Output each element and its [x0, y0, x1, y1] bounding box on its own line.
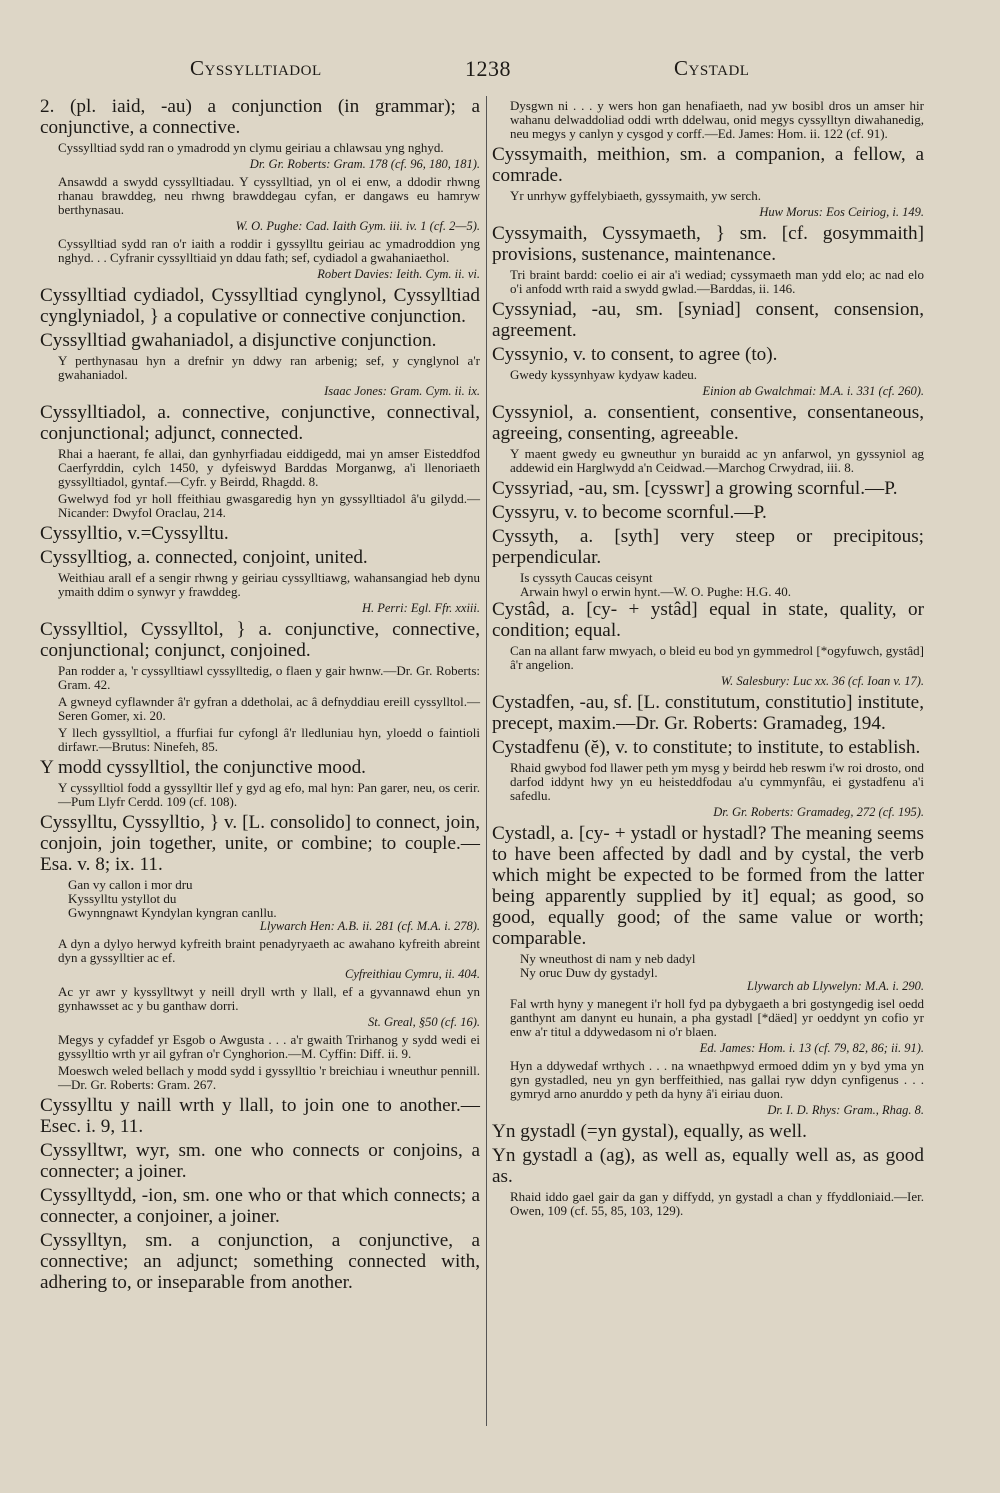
citation-source: Cyfreithiau Cymru, ii. 404.: [345, 967, 480, 981]
citation: Can na allant farw mwyach, o bleid eu bod yn gymmedrol [*ogyfuwch, gystâd] â'r angelion.: [510, 643, 924, 672]
dictionary-entry: Cyssylltu y naill wrth y llall, to join one to another.—Esec. i. 9, 11.: [40, 1095, 480, 1137]
dictionary-entry: Cyssylltio, v.=Cyssylltu.: [40, 523, 229, 544]
verse-line: Gwynngnawt Kyndylan kyngran canllu.: [68, 905, 277, 920]
dictionary-entry: Cyssylltyn, sm. a conjunction, a conjunctive, a connective; an adjunct; something connected with, adhering to, or inseparable from another.: [40, 1230, 480, 1293]
citation: Yr unrhyw gyffelybiaeth, gyssymaith, yw serch.: [510, 188, 762, 203]
dictionary-entry: Cystadfen, -au, sf. [L. constitutum, constitutio] institute, precept, maxim.—Dr. Gr. Roberts: Gramadeg, 194.: [492, 692, 924, 734]
citation-source: Einion ab Gwalchmai: M.A. i. 331 (cf. 260).: [702, 384, 924, 398]
dictionary-entry: Cyssymaith, meithion, sm. a companion, a fellow, a comrade.: [492, 144, 924, 186]
verse-line: Arwain hwyl o erwin hynt.—W. O. Pughe: H.G. 40.: [520, 584, 792, 599]
running-header: [0, 56, 1000, 86]
citation: A gwneyd cyflawnder â'r gyfran a ddetholai, ac â defnyddiau ereill cyssylltol.—Seren Gomer, xi. 20.: [58, 694, 480, 723]
citation: Weithiau arall ef a sengir rhwng y geiriau cyssylltiawg, wahansangiad heb dynu ymaith ddim o synwyr y frawddeg.: [58, 570, 480, 599]
citation-source: Dr. Gr. Roberts: Gramadeg, 272 (cf. 195).: [713, 805, 924, 819]
page-number: 1238: [465, 56, 511, 81]
dictionary-entry: Cystadl, a. [cy- + ystadl or hystadl? The meaning seems to have been affected by dadl and by cystal, the verb which might be expected to be formed from the latter being apparently supplied by it] equal; as good, so good, equally good; of the same value or worth; comparable.: [492, 823, 924, 949]
citation: Cyssylltiad sydd ran o'r iaith a roddir i gyssylltu geiriau ac ymadroddion yng nghyd. . . Cyfranir cyssylltiaid yn ddau fath; sef, cydiadol a gwahaniaethol.: [58, 236, 480, 265]
verse-quotation: [520, 952, 924, 980]
citation: Dysgwn ni . . . y wers hon gan henafiaeth, nad yw bosibl dros un amser hir wahanu delwaddoliad oddi wrth ddelwau, onid megys cyssylltyn diwahanedig, neu megys y canlyn y cysgod y corff.—Ed. James: Hom. ii. 122 (cf. 91).: [510, 98, 924, 141]
dictionary-entry: Cyssynio, v. to consent, to agree (to).: [492, 344, 778, 365]
dictionary-entry: Cyssylltiadol, a. connective, conjunctive, connectival, conjunctional; adjunct, connected.: [40, 402, 480, 444]
left-column: [40, 96, 480, 1296]
citation-source: St. Greal, §50 (cf. 16).: [367, 1015, 480, 1029]
dictionary-entry: Cyssylltiad cydiadol, Cyssylltiad cynglynol, Cyssylltiad cynglyniadol, } a copulative or connective conjunction.: [40, 285, 480, 327]
verse-line: Ny wneuthost di nam y neb dadyl: [520, 951, 696, 966]
verse-line: Gan vy callon i mor dru: [68, 877, 193, 892]
citation: Pan rodder a, 'r cyssylltiawl cyssylltedig, o flaen y gair hwnw.—Dr. Gr. Roberts: Gram. 42.: [58, 663, 480, 692]
citation: Rhai a haerant, fe allai, dan gynhyrfiadau eiddigedd, mai yn amser Eisteddfod Caerfyrddin, cylch 1450, y dyfeiswyd Barddas Morganwg, a'i llenoriaeth gyssylltiadol, gyntaf.—Cyfr. y Beirdd, Rhagdd. 8.: [58, 446, 480, 489]
dictionary-entry: Cyssylltiad gwahaniadol, a disjunctive conjunction.: [40, 330, 437, 351]
citation-source: W. O. Pughe: Cad. Iaith Gym. iii. iv. 1 (cf. 2—5).: [235, 219, 480, 233]
citation: A dyn a dylyo herwyd kyfreith braint penadyryaeth ac awahano kyfreith abreint dyn a gyssylltier ac ef.: [58, 936, 480, 965]
citation: Rhaid iddo gael gair da gan y diffydd, yn gystadl a chan y ffyddloniaid.—Ier. Owen, 109 (cf. 55, 85, 103, 129).: [510, 1189, 924, 1218]
citation-source: Llywarch ab Llywelyn: M.A. i. 290.: [747, 979, 924, 993]
dictionary-entry: Cyssyru, v. to become scornful.—P.: [492, 502, 767, 523]
column-divider: [486, 96, 487, 1426]
right-column: [492, 96, 924, 1221]
header-right-word: Cystadl: [674, 56, 750, 80]
citation-source: Robert Davies: Ieith. Cym. ii. vi.: [317, 267, 480, 281]
dictionary-entry: Cyssylltwr, wyr, sm. one who connects or conjoins, a connecter; a joiner.: [40, 1140, 480, 1182]
citation: Y maent gwedy eu gwneuthur yn buraidd ac yn anfarwol, yn gyssyniol ag addewid ein Harglwydd a'n Ceidwad.—Marchog Crwydrad, iii. 8.: [510, 446, 924, 475]
citation: Tri braint bardd: coelio ei air a'i wediad; cyssymaeth man ydd elo; ac nad elo o'i anfodd wrth raid a swydd gwlad.—Barddas, ii. 146.: [510, 267, 924, 296]
citation: Fal wrth hyny y manegent i'r holl fyd pa dybygaeth a bri gostyngedig isel oedd ganthynt am danynt eu hunain, a pha gystadl [*däed] yr oeddynt yn cofio yr enw a'r titul a ddywedasom ni o'r blaen.: [510, 996, 924, 1039]
dictionary-entry: Cyssylltiol, Cyssylltol, } a. conjunctive, connective, conjunctional; conjunct, conjoined.: [40, 619, 480, 661]
citation: Hyn a ddywedaf wrthych . . . na wnaethpwyd ermoed ddim yn y byd yma yn gyn gystadled, neu yn gyn berffeithied, nas gallai ryw ddyn cynfigenus . . . gymryd arno anurddo y peth da hyny â'i eiriau duon.: [510, 1058, 924, 1101]
verse-line: Ny oruc Duw dy gystadyl.: [520, 965, 658, 980]
dictionary-entry: Cyssymaith, Cyssymaeth, } sm. [cf. gosymmaith] provisions, sustenance, maintenance.: [492, 223, 924, 265]
citation: Y llech gyssylltiol, a ffurfiai fur cyfongl â'r lledluniau hyn, yloedd o faintioli dirfawr.—Brutus: Ninefeh, 85.: [58, 725, 480, 754]
dictionary-entry: Cystâd, a. [cy- + ystâd] equal in state, quality, or condition; equal.: [492, 599, 924, 641]
citation: Megys y cyfaddef yr Esgob o Awgusta . . . a'r gwaith Trirhanog y sydd wedi ei gyssylltio wrth yr ail gyfran o'r Cynghorion.—M. Cyffin: Diff. ii. 9.: [58, 1032, 480, 1061]
verse-line: Is cyssyth Caucas ceisynt: [520, 570, 653, 585]
citation: Rhaid gwybod fod llawer peth ym mysg y beirdd heb reswm i'w roi drosto, ond darfod iddynt hwy yn eu heisteddfodau a'u cymmynfâu, ei gystadfenu a'i safedlu.: [510, 760, 924, 803]
citation: Gwedy kyssynhyaw kydyaw kadeu.: [510, 367, 698, 382]
verse-quotation: [520, 571, 924, 599]
citation: Moeswch weled bellach y modd sydd i gyssylltio 'r breichiau i wneuthur pennill.—Dr. Gr. Roberts: Gram. 267.: [58, 1063, 480, 1092]
citation-source: H. Perri: Egl. Ffr. xxiii.: [361, 601, 480, 615]
citation-source: Isaac Jones: Gram. Cym. ii. ix.: [324, 384, 480, 398]
citation-source: Llywarch Hen: A.B. ii. 281 (cf. M.A. i. 278).: [259, 919, 480, 933]
dictionary-entry: Cyssyniad, -au, sm. [syniad] consent, consension, agreement.: [492, 299, 924, 341]
dictionary-entry: Cystadfenu (ĕ), v. to constitute; to institute, to establish.: [492, 737, 921, 758]
citation-source: W. Salesbury: Luc xx. 36 (cf. Ioan v. 17).: [720, 674, 924, 688]
dictionary-entry: Cyssyth, a. [syth] very steep or precipitous; perpendicular.: [492, 526, 924, 568]
citation-source: Ed. James: Hom. i. 13 (cf. 79, 82, 86; ii. 91).: [699, 1041, 924, 1055]
dictionary-entry: Cyssylltu, Cyssylltio, } v. [L. consolido] to connect, join, conjoin, join together, unite, or combine; to couple.—Esa. v. 8; ix. 11.: [40, 812, 480, 875]
verse-line: Kyssylltu ystyllot du: [68, 891, 177, 906]
citation-source: Huw Morus: Eos Ceiriog, i. 149.: [759, 205, 924, 219]
citation: Gwelwyd fod yr holl ffeithiau gwasgaredig hyn yn gyssylltiadol â'u gilydd.—Nicander: Dwyfol Oraclau, 214.: [58, 491, 480, 520]
dictionary-entry: 2. (pl. iaid, -au) a conjunction (in grammar); a conjunctive, a connective.: [40, 96, 480, 138]
citation: Ansawdd a swydd cyssylltiadau. Y cyssylltiad, yn ol ei enw, a ddodir rhwng rhanau brawddeg, neu rhwng brawddegau cyfan, er dangaws eu hamryw berthynasau.: [58, 174, 480, 217]
citation-source: Dr. Gr. Roberts: Gram. 178 (cf. 96, 180, 181).: [249, 157, 480, 171]
citation-source: Dr. I. D. Rhys: Gram., Rhag. 8.: [767, 1103, 924, 1117]
dictionary-entry: Yn gystadl (=yn gystal), equally, as well.: [492, 1121, 807, 1142]
dictionary-entry: Cyssylltiog, a. connected, conjoint, united.: [40, 547, 368, 568]
dictionary-entry: Cyssyriad, -au, sm. [cysswr] a growing scornful.—P.: [492, 478, 898, 499]
verse-quotation: [68, 878, 480, 920]
header-left-word: Cyssylltiadol: [190, 56, 322, 80]
citation: Ac yr awr y kyssylltwyt y neill dryll wrth y llall, ef a gyvannawd ehun yn gynhawsset ac y bu ganthaw dorri.: [58, 984, 480, 1013]
citation: Y perthynasau hyn a drefnir yn ddwy ran arbenig; sef, y cynglynol a'r gwahaniadol.: [58, 353, 480, 382]
dictionary-entry: Yn gystadl a (ag), as well as, equally well as, as good as.: [492, 1145, 924, 1187]
citation: Cyssylltiad sydd ran o ymadrodd yn clymu geiriau a chlawsau yng nghyd.: [58, 140, 444, 155]
citation: Y cyssylltiol fodd a gyssylltir llef y gyd ag efo, mal hyn: Pan garer, neu, os cerir.—Pum Llyfr Cerdd. 109 (cf. 108).: [58, 780, 480, 809]
dictionary-entry: Cyssyniol, a. consentient, consentive, consentaneous, agreeing, consenting, agreeable.: [492, 402, 924, 444]
dictionary-entry: Y modd cyssylltiol, the conjunctive mood.: [40, 757, 366, 778]
dictionary-entry: Cyssylltydd, -ion, sm. one who or that which connects; a connecter, a conjoiner, a joiner.: [40, 1185, 480, 1227]
